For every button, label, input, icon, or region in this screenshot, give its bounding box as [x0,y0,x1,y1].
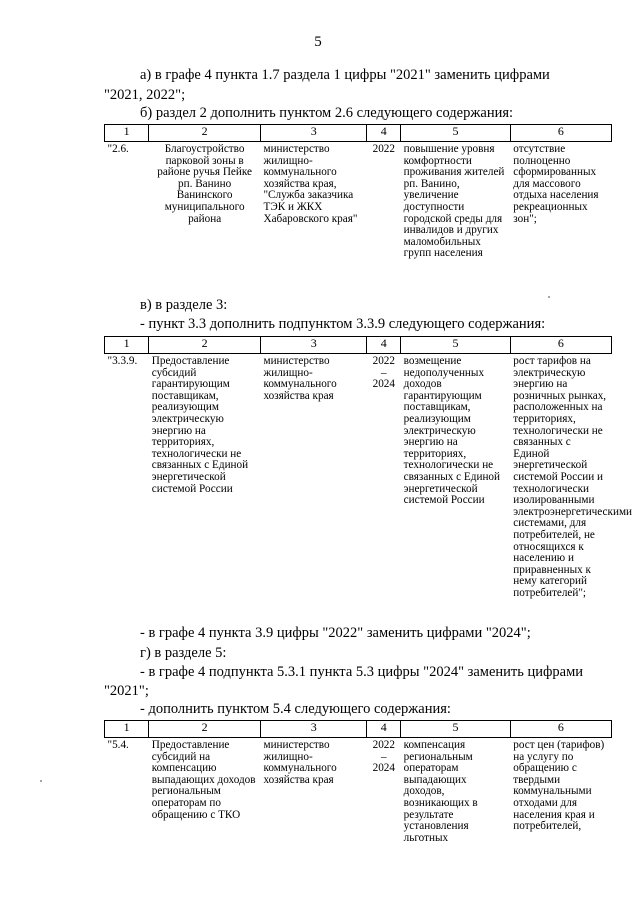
para-a-line1: а) в графе 4 пункта 1.7 раздела 1 цифры "2021" заменить цифрами [140,67,550,83]
header-cell: 6 [510,125,611,142]
header-cell: 3 [260,337,366,354]
header-cell: 3 [260,721,366,738]
period: 2022 – 2024 [372,355,395,391]
header-cell: 5 [401,125,511,142]
table-section-5 [104,720,612,844]
responsible-executor: министерство жилищно-коммунального хозяйства края [263,739,337,786]
header-cell: 1 [105,721,149,738]
expected-result: компенсация региональным операторам выпадающих доходов, возникающих в результате установления льготных [403,739,478,844]
period: 2022 – 2024 [372,739,395,775]
consequences: отсутствие полноценно сформированных для массового отдыха населения рекреационных зон"; [513,143,599,225]
scan-speck [548,296,550,298]
header-cell: 1 [105,337,149,354]
expected-result: возмещение недополученных доходов гарантирующим поставщикам, реализующим электрическую энергию на территориях, технологически не связанных с Единой энергетической системой России [403,355,501,507]
table-section-3 [104,336,633,599]
responsible-executor: министерство жилищно-коммунального хозяйства края [263,355,337,402]
table-section-2 [104,124,612,260]
expected-result: повышение уровня комфортности проживания жителей рп. Ванино, увеличение доступности городской среды для инвалидов и других маломобильных групп населения [403,143,505,260]
header-cell: 3 [260,125,366,142]
measure-name: Благоустройство парковой зоны в районе ручья Пейке рп. Ванино Ванинского муниципального района [157,143,252,225]
line-3-9: - в графе 4 пункта 3.9 цифры "2022" заменить цифрами "2024"; [140,625,531,641]
header-cell: 5 [401,337,511,354]
table-row [105,354,612,600]
header-cell: 5 [401,721,511,738]
para-v: в) в разделе 3: [140,297,228,313]
line-5-3-1-line2: "2021"; [104,683,149,699]
table-header-row [105,721,612,738]
para-a-line2: "2021, 2022"; [104,87,186,103]
consequences: рост цен (тарифов) на услугу по обращению с твердыми коммунальными отходами для населения края и потребителей, [513,739,605,833]
header-cell: 4 [367,721,401,738]
table-row [105,738,612,845]
item-number: "5.4. [107,739,129,751]
para-g: г) в разделе 5: [140,645,227,661]
table-header-row [105,125,612,142]
measure-name: Предоставление субсидий гарантирующим поставщикам, реализующим электрическую энергию на территориях, технологически не связанных с Единой энергетической системой России [151,355,249,495]
para-v-sub: - пункт 3.3 дополнить подпунктом 3.3.9 следующего содержания: [140,316,546,332]
header-cell: 6 [510,721,611,738]
para-b: б) раздел 2 дополнить пунктом 2.6 следующего содержания: [140,105,514,121]
item-number: "3.3.9. [107,355,138,367]
consequences: рост тарифов на электрическую энергию на розничных рынках, расположенных на территориях, технологически не связанных с Единой энергетической системой России и технологически изолированными электроэнергетическими системами, для потребителей, не относящихся к населению и приравненных к нему категорий потребителей"; [513,355,633,599]
table-header-row [105,337,612,354]
header-cell: 2 [149,721,261,738]
line-5-4: - дополнить пунктом 5.4 следующего содержания: [140,701,451,717]
header-cell: 2 [149,125,261,142]
table-row [105,142,612,260]
page-number: 5 [314,34,322,50]
header-cell: 2 [149,337,261,354]
header-cell: 1 [105,125,149,142]
scan-speck [40,780,42,782]
header-cell: 4 [367,125,401,142]
responsible-executor: министерство жилищно-коммунального хозяйства края, "Служба заказчика ТЭК и ЖКХ Хабаровского края" [263,143,358,225]
header-cell: 4 [367,337,401,354]
item-number: "2.6. [107,143,129,155]
measure-name: Предоставление субсидий на компенсацию выпадающих доходов региональным операторам по обращению с ТКО [151,739,256,821]
period: 2022 [372,143,395,155]
line-5-3-1-line1: - в графе 4 подпункта 5.3.1 пункта 5.3 цифры "2024" заменить цифрами [140,664,584,680]
header-cell: 6 [510,337,611,354]
